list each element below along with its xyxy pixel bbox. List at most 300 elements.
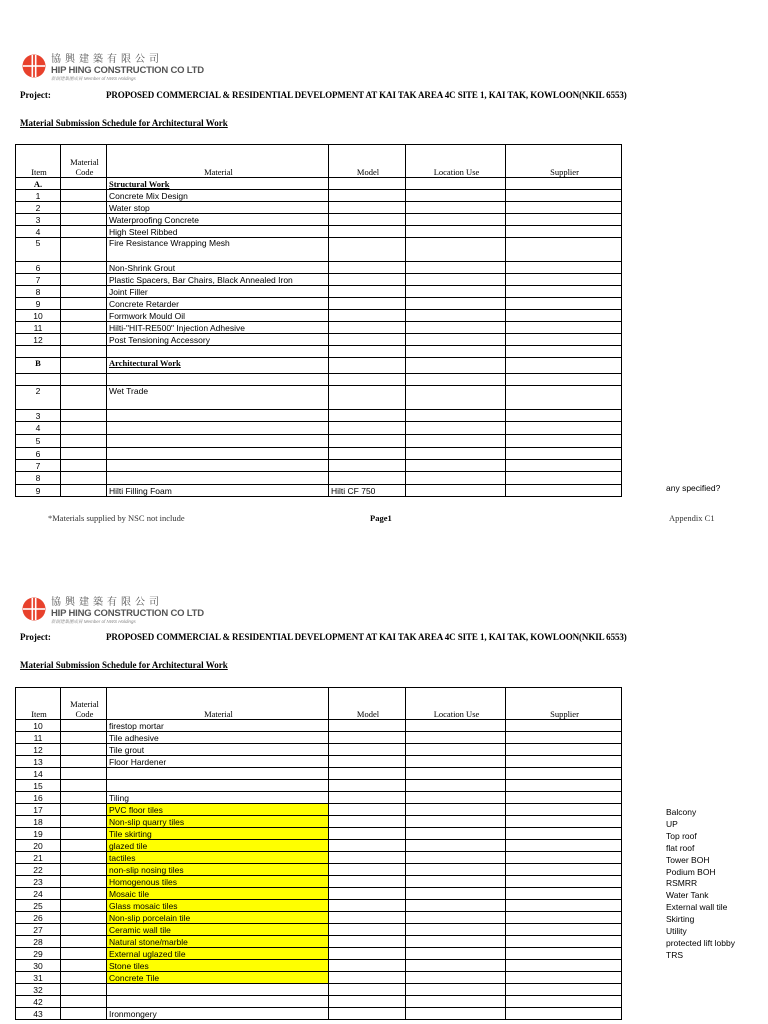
item-number: 23 bbox=[16, 876, 61, 888]
material-code bbox=[61, 720, 107, 732]
table-row bbox=[16, 448, 622, 460]
location-item: Tower BOH bbox=[666, 854, 710, 865]
material-name: Ironmongery bbox=[107, 1008, 329, 1020]
material-code bbox=[61, 744, 107, 756]
material-name: Architectural Work bbox=[107, 358, 329, 374]
location-use bbox=[406, 238, 506, 262]
material-name: External uglazed tile bbox=[107, 948, 329, 960]
supplier bbox=[506, 912, 622, 924]
material-name: Concrete Tile bbox=[107, 972, 329, 984]
supplier bbox=[506, 924, 622, 936]
model bbox=[329, 936, 406, 948]
company-logo bbox=[22, 597, 204, 625]
location-use bbox=[406, 1008, 506, 1020]
table-row bbox=[16, 756, 622, 768]
item-number: 26 bbox=[16, 912, 61, 924]
item-number: 9 bbox=[16, 485, 61, 497]
location-use bbox=[406, 720, 506, 732]
model bbox=[329, 214, 406, 226]
table-row bbox=[16, 780, 622, 792]
location-use bbox=[406, 435, 506, 448]
location-use bbox=[406, 732, 506, 744]
supplier bbox=[506, 202, 622, 214]
model bbox=[329, 960, 406, 972]
supplier bbox=[506, 756, 622, 768]
item-number: 12 bbox=[16, 334, 61, 346]
location-use bbox=[406, 948, 506, 960]
footer-note: *Materials supplied by NSC not include bbox=[48, 513, 185, 523]
supplier bbox=[506, 1008, 622, 1020]
location-use bbox=[406, 744, 506, 756]
supplier bbox=[506, 298, 622, 310]
supplier bbox=[506, 852, 622, 864]
item-number: 1 bbox=[16, 190, 61, 202]
location-use bbox=[406, 274, 506, 286]
col-model-header: Model bbox=[329, 145, 406, 178]
material-name: Non-Shrink Grout bbox=[107, 262, 329, 274]
table-row bbox=[16, 720, 622, 732]
model bbox=[329, 274, 406, 286]
location-item: Utility bbox=[666, 926, 687, 937]
supplier bbox=[506, 804, 622, 816]
footer-appendix: Appendix C1 bbox=[669, 513, 715, 523]
material-code bbox=[61, 876, 107, 888]
material-name bbox=[107, 780, 329, 792]
material-code bbox=[61, 460, 107, 472]
project-title: PROPOSED COMMERCIAL & RESIDENTIAL DEVELOPMENT AT KAI TAK AREA 4C SITE 1, KAI TAK, KOWLOON(NKIL 6553) bbox=[106, 632, 627, 642]
material-name bbox=[107, 996, 329, 1008]
material-name: Tiling bbox=[107, 792, 329, 804]
table-row bbox=[16, 310, 622, 322]
company-logo bbox=[22, 54, 204, 82]
company-name-cn: 協興建築有限公司 bbox=[51, 597, 163, 608]
model bbox=[329, 460, 406, 472]
location-list bbox=[666, 807, 735, 962]
supplier bbox=[506, 876, 622, 888]
location-item: External wall tile bbox=[666, 902, 728, 913]
item-number: 13 bbox=[16, 756, 61, 768]
model bbox=[329, 912, 406, 924]
material-code bbox=[61, 448, 107, 460]
side-note: any specified? bbox=[666, 483, 721, 493]
model bbox=[329, 900, 406, 912]
material-name: Plastic Spacers, Bar Chairs, Black Annealed Iron bbox=[107, 274, 329, 286]
location-use bbox=[406, 972, 506, 984]
location-item: Balcony bbox=[666, 807, 697, 817]
material-code bbox=[61, 924, 107, 936]
location-item: Podium BOH bbox=[666, 866, 716, 877]
location-use bbox=[406, 852, 506, 864]
item-number: 8 bbox=[16, 472, 61, 485]
material-name: Hilti-"HIT-RE500" Injection Adhesive bbox=[107, 322, 329, 334]
material-name: Ceramic wall tile bbox=[107, 924, 329, 936]
location-use bbox=[406, 780, 506, 792]
table-row bbox=[16, 936, 622, 948]
material-name bbox=[107, 460, 329, 472]
location-use bbox=[406, 334, 506, 346]
table-row bbox=[16, 888, 622, 900]
model bbox=[329, 816, 406, 828]
location-use bbox=[406, 960, 506, 972]
material-code bbox=[61, 262, 107, 274]
model bbox=[329, 435, 406, 448]
location-use bbox=[406, 804, 506, 816]
table-row bbox=[16, 214, 622, 226]
item-number: 9 bbox=[16, 298, 61, 310]
material-code bbox=[61, 238, 107, 262]
location-use bbox=[406, 984, 506, 996]
material-code bbox=[61, 900, 107, 912]
col-code-header: Material Code bbox=[61, 145, 107, 178]
table-row bbox=[16, 972, 622, 984]
item-number: 21 bbox=[16, 852, 61, 864]
model bbox=[329, 262, 406, 274]
material-name: Non-slip quarry tiles bbox=[107, 816, 329, 828]
item-number: 11 bbox=[16, 322, 61, 334]
table-row bbox=[16, 768, 622, 780]
model bbox=[329, 804, 406, 816]
location-use bbox=[406, 900, 506, 912]
material-code bbox=[61, 346, 107, 358]
table-row bbox=[16, 960, 622, 972]
item-number: 20 bbox=[16, 840, 61, 852]
model bbox=[329, 756, 406, 768]
item-number: 2 bbox=[16, 202, 61, 214]
material-name bbox=[107, 374, 329, 386]
location-use bbox=[406, 448, 506, 460]
material-name: Non-slip porcelain tile bbox=[107, 912, 329, 924]
table-row bbox=[16, 744, 622, 756]
material-code bbox=[61, 358, 107, 374]
material-name: Structural Work bbox=[107, 178, 329, 190]
material-code bbox=[61, 286, 107, 298]
model bbox=[329, 178, 406, 190]
model bbox=[329, 310, 406, 322]
item-number: 22 bbox=[16, 864, 61, 876]
item-number: 17 bbox=[16, 804, 61, 816]
hip-hing-logo-icon bbox=[22, 54, 46, 78]
material-code bbox=[61, 996, 107, 1008]
material-code bbox=[61, 792, 107, 804]
company-name-en: HIP HING CONSTRUCTION CO LTD bbox=[51, 608, 204, 619]
hip-hing-logo-icon bbox=[22, 597, 46, 621]
material-code bbox=[61, 768, 107, 780]
location-use bbox=[406, 214, 506, 226]
model bbox=[329, 948, 406, 960]
supplier bbox=[506, 780, 622, 792]
table-row bbox=[16, 732, 622, 744]
material-name: Joint Filler bbox=[107, 286, 329, 298]
project-label: Project: bbox=[20, 90, 51, 100]
model bbox=[329, 374, 406, 386]
table-row bbox=[16, 984, 622, 996]
location-use bbox=[406, 346, 506, 358]
material-name: Post Tensioning Accessory bbox=[107, 334, 329, 346]
material-name: Glass mosaic tiles bbox=[107, 900, 329, 912]
footer-page-number: Page1 bbox=[370, 513, 392, 523]
material-name: Water stop bbox=[107, 202, 329, 214]
model bbox=[329, 226, 406, 238]
table-row bbox=[16, 912, 622, 924]
material-name: non-slip nosing tiles bbox=[107, 864, 329, 876]
table-row bbox=[16, 472, 622, 485]
location-use bbox=[406, 924, 506, 936]
material-code bbox=[61, 960, 107, 972]
material-name: Formwork Mould Oil bbox=[107, 310, 329, 322]
material-code bbox=[61, 828, 107, 840]
model bbox=[329, 334, 406, 346]
model bbox=[329, 386, 406, 410]
model bbox=[329, 346, 406, 358]
model bbox=[329, 888, 406, 900]
material-name: High Steel Ribbed bbox=[107, 226, 329, 238]
supplier bbox=[506, 322, 622, 334]
supplier bbox=[506, 984, 622, 996]
model bbox=[329, 298, 406, 310]
material-code bbox=[61, 435, 107, 448]
supplier bbox=[506, 864, 622, 876]
table-row bbox=[16, 274, 622, 286]
material-code bbox=[61, 852, 107, 864]
item-number: 12 bbox=[16, 744, 61, 756]
col-location-header: Location Use bbox=[406, 145, 506, 178]
table-row bbox=[16, 804, 622, 816]
material-code bbox=[61, 190, 107, 202]
item-number: 10 bbox=[16, 720, 61, 732]
material-code bbox=[61, 780, 107, 792]
material-code bbox=[61, 214, 107, 226]
location-use bbox=[406, 178, 506, 190]
item-number: 19 bbox=[16, 828, 61, 840]
item-number bbox=[16, 374, 61, 386]
model bbox=[329, 322, 406, 334]
material-name: Concrete Retarder bbox=[107, 298, 329, 310]
table-row bbox=[16, 386, 622, 410]
table-row bbox=[16, 435, 622, 448]
material-name: Stone tiles bbox=[107, 960, 329, 972]
material-name: Waterproofing Concrete bbox=[107, 214, 329, 226]
supplier bbox=[506, 840, 622, 852]
item-number: 43 bbox=[16, 1008, 61, 1020]
location-use bbox=[406, 768, 506, 780]
material-name: Wet Trade bbox=[107, 386, 329, 410]
item-number: 4 bbox=[16, 422, 61, 435]
supplier bbox=[506, 768, 622, 780]
item-number: 5 bbox=[16, 435, 61, 448]
item-number: 31 bbox=[16, 972, 61, 984]
schedule-title: Material Submission Schedule for Architectural Work bbox=[20, 118, 228, 128]
table-row bbox=[16, 924, 622, 936]
location-use bbox=[406, 226, 506, 238]
material-name: Floor Hardener bbox=[107, 756, 329, 768]
table-row bbox=[16, 1008, 622, 1020]
material-code bbox=[61, 864, 107, 876]
supplier bbox=[506, 214, 622, 226]
item-number: 15 bbox=[16, 780, 61, 792]
material-code bbox=[61, 274, 107, 286]
supplier bbox=[506, 435, 622, 448]
material-name: Fire Resistance Wrapping Mesh bbox=[107, 238, 329, 262]
item-number: 29 bbox=[16, 948, 61, 960]
table-row bbox=[16, 358, 622, 374]
item-number: 7 bbox=[16, 274, 61, 286]
item-number: 11 bbox=[16, 732, 61, 744]
model bbox=[329, 984, 406, 996]
location-item: Water Tank bbox=[666, 890, 709, 901]
item-number: 27 bbox=[16, 924, 61, 936]
table-row bbox=[16, 238, 622, 262]
material-code bbox=[61, 334, 107, 346]
location-use bbox=[406, 816, 506, 828]
item-number: 14 bbox=[16, 768, 61, 780]
material-code bbox=[61, 485, 107, 497]
material-name: Concrete Mix Design bbox=[107, 190, 329, 202]
table-row bbox=[16, 900, 622, 912]
company-tagline: 新創建集團成員 Member of NWS Holdings bbox=[51, 619, 136, 624]
location-use bbox=[406, 485, 506, 497]
item-number: 2 bbox=[16, 386, 61, 410]
material-code bbox=[61, 374, 107, 386]
material-table bbox=[15, 687, 622, 1020]
table-row bbox=[16, 485, 622, 497]
item-number: 25 bbox=[16, 900, 61, 912]
model bbox=[329, 744, 406, 756]
material-code bbox=[61, 410, 107, 422]
location-use bbox=[406, 358, 506, 374]
supplier bbox=[506, 828, 622, 840]
col-material-header: Material bbox=[107, 688, 329, 720]
material-name: Hilti Filling Foam bbox=[107, 485, 329, 497]
material-name: Homogenous tiles bbox=[107, 876, 329, 888]
material-name: Tile skirting bbox=[107, 828, 329, 840]
col-item-header: Item bbox=[16, 688, 61, 720]
material-code bbox=[61, 202, 107, 214]
supplier bbox=[506, 888, 622, 900]
model bbox=[329, 792, 406, 804]
supplier bbox=[506, 346, 622, 358]
supplier bbox=[506, 334, 622, 346]
material-name bbox=[107, 346, 329, 358]
item-number: 30 bbox=[16, 960, 61, 972]
material-code bbox=[61, 816, 107, 828]
material-code bbox=[61, 1008, 107, 1020]
model bbox=[329, 972, 406, 984]
supplier bbox=[506, 410, 622, 422]
table-row bbox=[16, 178, 622, 190]
col-location-header: Location Use bbox=[406, 688, 506, 720]
location-item: protected lift lobby bbox=[666, 937, 735, 948]
supplier bbox=[506, 720, 622, 732]
table-row bbox=[16, 840, 622, 852]
material-name: glazed tile bbox=[107, 840, 329, 852]
supplier bbox=[506, 460, 622, 472]
location-item: UP bbox=[666, 818, 678, 829]
table-row bbox=[16, 864, 622, 876]
item-number: 5 bbox=[16, 238, 61, 262]
model bbox=[329, 828, 406, 840]
item-number bbox=[16, 346, 61, 358]
location-use bbox=[406, 792, 506, 804]
material-name: Natural stone/marble bbox=[107, 936, 329, 948]
location-use bbox=[406, 936, 506, 948]
table-row bbox=[16, 996, 622, 1008]
table-row bbox=[16, 948, 622, 960]
table-row bbox=[16, 816, 622, 828]
model bbox=[329, 286, 406, 298]
supplier bbox=[506, 936, 622, 948]
material-code bbox=[61, 472, 107, 485]
model bbox=[329, 840, 406, 852]
model bbox=[329, 876, 406, 888]
material-code bbox=[61, 984, 107, 996]
material-code bbox=[61, 972, 107, 984]
location-use bbox=[406, 864, 506, 876]
location-use bbox=[406, 828, 506, 840]
supplier bbox=[506, 226, 622, 238]
model bbox=[329, 238, 406, 262]
supplier bbox=[506, 792, 622, 804]
table-row bbox=[16, 346, 622, 358]
item-number: A. bbox=[16, 178, 61, 190]
item-number: 42 bbox=[16, 996, 61, 1008]
location-use bbox=[406, 310, 506, 322]
material-name bbox=[107, 422, 329, 435]
supplier bbox=[506, 386, 622, 410]
item-number: 7 bbox=[16, 460, 61, 472]
material-code bbox=[61, 298, 107, 310]
item-number: 32 bbox=[16, 984, 61, 996]
supplier bbox=[506, 178, 622, 190]
table-row bbox=[16, 460, 622, 472]
location-item: RSMRR bbox=[666, 878, 698, 889]
location-use bbox=[406, 202, 506, 214]
material-code bbox=[61, 178, 107, 190]
model bbox=[329, 732, 406, 744]
material-code bbox=[61, 226, 107, 238]
item-number: 6 bbox=[16, 262, 61, 274]
material-name bbox=[107, 410, 329, 422]
model bbox=[329, 996, 406, 1008]
company-tagline: 新創建集團成員 Member of NWS Holdings bbox=[51, 76, 136, 81]
material-name bbox=[107, 768, 329, 780]
supplier bbox=[506, 948, 622, 960]
location-use bbox=[406, 756, 506, 768]
location-use bbox=[406, 422, 506, 435]
supplier bbox=[506, 960, 622, 972]
item-number: 3 bbox=[16, 410, 61, 422]
item-number: 6 bbox=[16, 448, 61, 460]
material-code bbox=[61, 322, 107, 334]
table-row bbox=[16, 322, 622, 334]
material-code bbox=[61, 840, 107, 852]
supplier bbox=[506, 744, 622, 756]
material-code bbox=[61, 422, 107, 435]
material-name bbox=[107, 984, 329, 996]
model bbox=[329, 852, 406, 864]
company-name-en: HIP HING CONSTRUCTION CO LTD bbox=[51, 65, 204, 76]
material-table bbox=[15, 144, 622, 497]
item-number: B bbox=[16, 358, 61, 374]
material-name: firestop mortar bbox=[107, 720, 329, 732]
company-name-cn: 協興建築有限公司 bbox=[51, 54, 163, 65]
col-item-header: Item bbox=[16, 145, 61, 178]
supplier bbox=[506, 422, 622, 435]
material-name bbox=[107, 472, 329, 485]
item-number: 16 bbox=[16, 792, 61, 804]
location-use bbox=[406, 912, 506, 924]
model bbox=[329, 768, 406, 780]
supplier bbox=[506, 310, 622, 322]
